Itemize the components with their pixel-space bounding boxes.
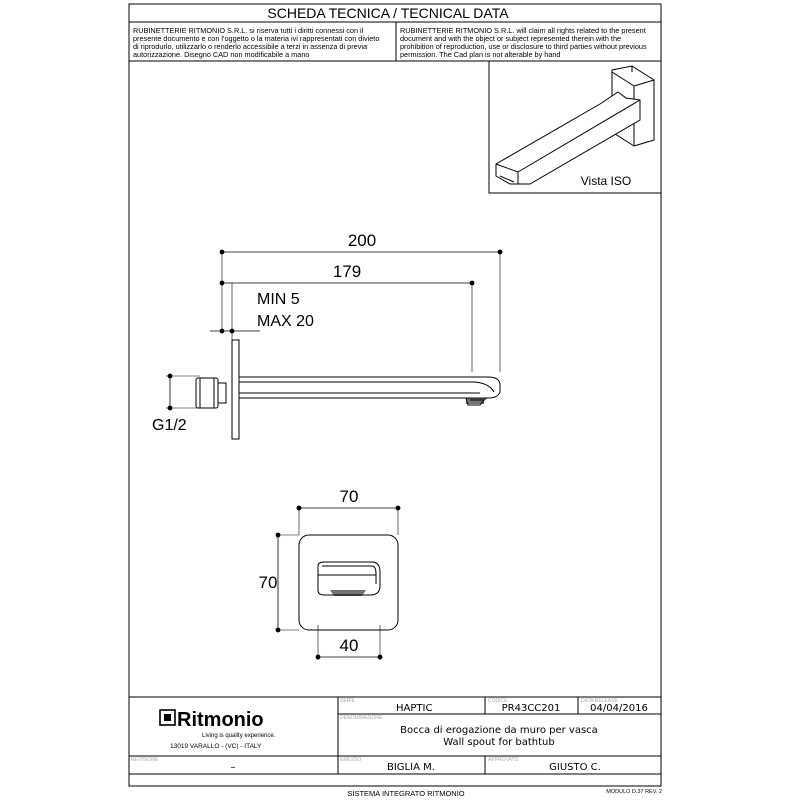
side-spout-aerator xyxy=(466,398,484,404)
svg-text:presente documento e con l'ogg: presente documento e con l'oggetto o la materia ivi rappresentati con divieto xyxy=(133,34,380,43)
dim-outlet-width: 40 xyxy=(339,636,359,655)
brand-tagline: Living is quality experience. xyxy=(202,733,276,739)
dim-front-width: 70 xyxy=(339,487,359,506)
dim-line-outlet-width xyxy=(316,655,383,660)
serie-label: SERIE xyxy=(340,698,356,704)
iso-spout-illustration xyxy=(496,66,654,184)
svg-text:RUBINETTERIE RITMONIO S.R.L. w: RUBINETTERIE RITMONIO S.R.L. will claim all rights related to the present xyxy=(400,26,646,35)
side-spout-outline xyxy=(196,340,500,439)
emesso-value: BIGLIA M. xyxy=(387,762,435,773)
svg-text:di riprodurlo, utilizzarlo o r: di riprodurlo, utilizzarlo o renderlo accessibile a terzi in assenza di previa xyxy=(133,42,368,51)
codice-label: CODICE xyxy=(488,698,508,704)
approvato-value: GIUSTO C. xyxy=(549,762,601,773)
dim-wall-min: MIN 5 xyxy=(257,291,300,308)
dim-line-thread xyxy=(166,376,200,408)
brand-address: 13019 VARALLO - (VC) - ITALY xyxy=(170,743,262,750)
emesso-label: EMESSO xyxy=(340,757,362,763)
dim-wall-max: MAX 20 xyxy=(257,313,314,330)
svg-text:autorizzazione. Disegno CAD no: autorizzazione. Disegno CAD non modificabile a mano xyxy=(133,50,310,59)
dim-overall-length: 200 xyxy=(347,231,377,250)
front-plate-outline xyxy=(299,535,398,630)
title-block xyxy=(129,697,662,798)
sheet-title: SCHEDA TECNICA / TECNICAL DATA xyxy=(267,5,509,21)
dim-line-200 xyxy=(220,250,503,255)
revisione-label: REVISIONE xyxy=(131,757,159,763)
denominazione-it: Bocca di erogazione da muro per vasca xyxy=(400,725,598,736)
svg-text:prohibition of reproduction,: prohibition of reproduction, use or disclosure to third parties without previous xyxy=(400,42,647,51)
front-view xyxy=(259,487,401,660)
denominazione-en: Wall spout for bathtub xyxy=(443,737,555,748)
dim-projection: 179 xyxy=(332,262,362,281)
svg-text:RUBINETTERIE RITMONIO S.R.L. s: RUBINETTERIE RITMONIO S.R.L. si riserva tutti i diritti connessi con il xyxy=(133,26,364,35)
iso-view xyxy=(489,61,661,193)
serie-value: HAPTIC xyxy=(396,703,433,714)
notice-english xyxy=(400,26,647,59)
dim-line-179 xyxy=(220,281,475,286)
front-outlet-aerator xyxy=(330,590,366,596)
module-label: MODULO D.37 REV. 2 xyxy=(606,789,662,795)
revisione-value: – xyxy=(230,762,236,773)
data-release-value: 04/04/2016 xyxy=(590,703,648,714)
svg-text:document and with the object o: document and with the object or subject represented therein with the xyxy=(400,34,622,43)
approvato-label: APPROVATO xyxy=(488,757,519,763)
side-view xyxy=(152,231,502,439)
system-label: SISTEMA INTEGRATO RITMONIO xyxy=(347,789,465,798)
codice-value: PR43CC201 xyxy=(501,703,561,714)
data-release-label: DATA RELEASE xyxy=(581,698,618,704)
dim-line-front-width xyxy=(297,506,401,511)
notice-italian xyxy=(133,26,379,59)
brand-name: Ritmonio xyxy=(177,709,264,731)
dim-line-wall xyxy=(210,329,260,334)
ritmonio-logo xyxy=(160,709,276,750)
svg-text:permission. The Cad plan is n: permission. The Cad plan is not alterable by hand xyxy=(400,50,561,59)
dim-thread: G1/2 xyxy=(152,417,187,434)
dim-front-height: 70 xyxy=(258,573,278,592)
iso-view-label: Vista ISO xyxy=(580,174,632,188)
denominazione-label: DENOMINAZIONE xyxy=(340,715,383,721)
